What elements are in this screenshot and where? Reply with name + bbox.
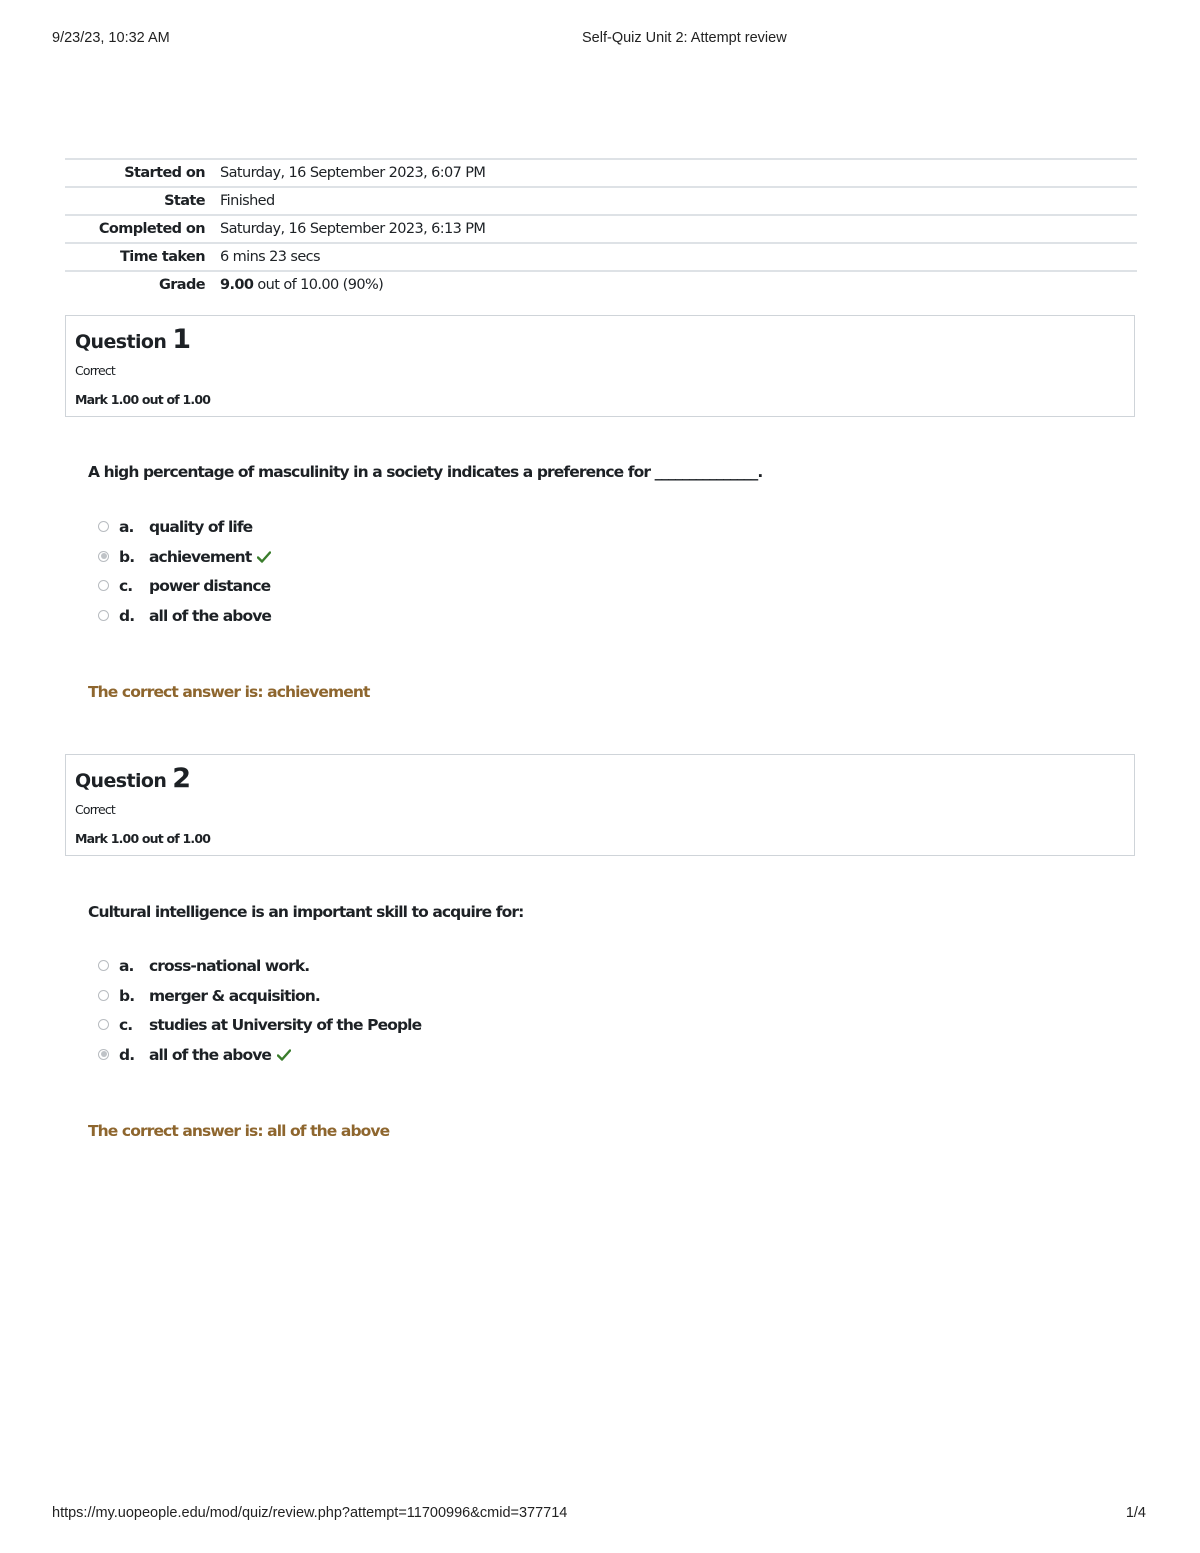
answer-letter: d. [119,1045,135,1064]
answer-radio[interactable] [98,521,109,532]
question-title: Question 2 [75,763,191,794]
answer-letter: a. [119,518,134,536]
grade-score: 9.00 [220,277,254,293]
attempt-summary-table [65,158,1137,298]
answer-text [149,577,270,595]
answer-text [149,607,271,625]
print-title: Self-Quiz Unit 2: Attempt review [582,30,787,46]
answer-radio[interactable] [98,610,109,621]
question-number: 2 [172,763,191,794]
answer-text [149,518,252,536]
check-icon [257,551,271,563]
answer-radio[interactable] [98,580,109,591]
question-title: Question 1 [75,324,191,355]
summary-value: 6 mins 23 secs [220,249,321,265]
print-footer [52,1505,1146,1523]
answer-label: power distance [149,577,271,595]
answer-label: all of the above [149,1045,272,1064]
answer-radio[interactable] [98,551,109,562]
answer-text [149,1046,291,1064]
summary-row-grade [65,272,1137,298]
summary-row-time-taken [65,244,1137,272]
summary-row-completed-on [65,216,1137,244]
answer-text [149,548,271,566]
answer-label: studies at University of the People [149,1016,422,1034]
check-icon [277,1049,291,1061]
answer-letter: a. [119,957,134,975]
answer-radio[interactable] [98,1019,109,1030]
answer-label: merger & acquisition. [149,986,320,1005]
summary-label: State [164,193,205,209]
print-datetime: 9/23/23, 10:32 AM [52,30,170,46]
answer-text [149,987,320,1005]
question-grade: Mark 1.00 out of 1.00 [75,831,211,846]
summary-value: Saturday, 16 September 2023, 6:07 PM [220,165,486,181]
answer-label: cross-national work. [149,957,310,975]
summary-label: Completed on [98,221,205,237]
question-text: A high percentage of masculinity in a society indicates a preference for _______________. [88,463,763,481]
summary-row-state [65,188,1137,216]
answer-text [149,957,309,975]
answer-radio[interactable] [98,1049,109,1060]
correct-answer-feedback: The correct answer is: achievement [88,683,370,701]
print-header [52,30,1146,48]
answer-letter: d. [119,606,135,625]
question-info-box [65,315,1135,417]
summary-label: Time taken [120,249,205,265]
grade-rest: out of 10.00 (90%) [253,277,384,293]
summary-label: Grade [158,277,205,293]
answer-label: achievement [149,547,252,566]
answer-letter: c. [119,1016,133,1034]
answer-radio[interactable] [98,960,109,971]
summary-value [220,277,383,293]
question-state: Correct [75,802,116,817]
question-info-box [65,754,1135,856]
correct-answer-feedback: The correct answer is: all of the above [88,1122,390,1140]
question-state: Correct [75,363,116,378]
answer-letter: b. [119,986,135,1005]
print-url: https://my.uopeople.edu/mod/quiz/review.php?attempt=11700996&cmid=377714 [52,1505,568,1521]
question-grade: Mark 1.00 out of 1.00 [75,392,211,407]
summary-value: Finished [220,193,275,209]
answer-label: all of the above [149,606,272,625]
summary-label: Started on [124,165,205,181]
question-number: 1 [172,324,191,355]
answer-letter: b. [119,547,135,566]
summary-row-started-on [65,160,1137,188]
answer-letter: c. [119,577,133,595]
question-text: Cultural intelligence is an important skill to acquire for: [88,903,524,921]
answer-radio[interactable] [98,990,109,1001]
answer-label: quality of life [149,518,253,536]
print-page-number: 1/4 [1125,1505,1146,1521]
answer-text [149,1016,421,1034]
summary-value: Saturday, 16 September 2023, 6:13 PM [220,221,486,237]
